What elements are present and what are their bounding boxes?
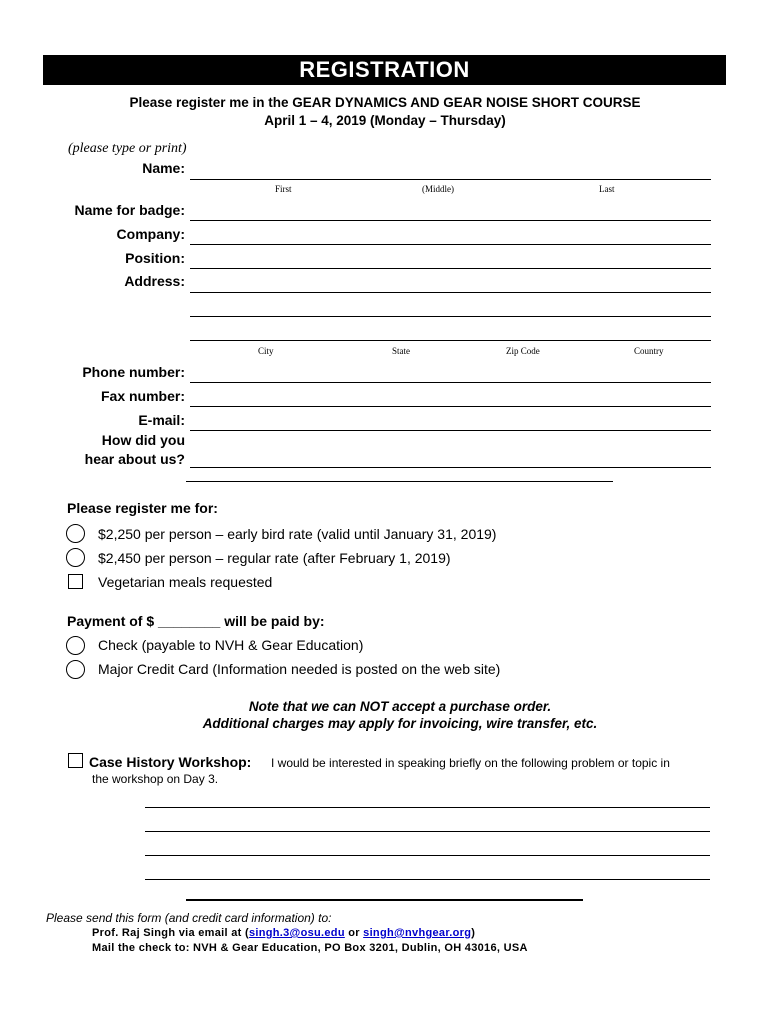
- middle-sublabel: (Middle): [422, 184, 454, 194]
- address-field-1[interactable]: [190, 292, 711, 293]
- hear-field-1[interactable]: [190, 467, 711, 468]
- register-heading: Please register me for:: [67, 500, 218, 516]
- email-link-nvhgear[interactable]: singh@nvhgear.org: [363, 927, 472, 939]
- vegetarian-label: Vegetarian meals requested: [98, 574, 273, 590]
- email-label: E-mail:: [138, 412, 185, 428]
- last-sublabel: Last: [599, 184, 615, 194]
- email-prefix: Prof. Raj Singh via email at (: [92, 927, 249, 939]
- country-sublabel: Country: [634, 346, 664, 356]
- name-field[interactable]: [190, 179, 711, 180]
- workshop-topic-line-5[interactable]: [186, 899, 583, 901]
- payment-heading: Payment of $ ________ will be paid by:: [67, 613, 325, 629]
- hear-label-2: hear about us?: [84, 451, 185, 467]
- hear-label-1: How did you: [101, 432, 185, 448]
- instruction-text: (please type or print): [68, 141, 187, 156]
- city-sublabel: City: [258, 346, 274, 356]
- mail-address: Mail the check to: NVH & Gear Education, PO Box 3201, Dublin, OH 43016, USA: [92, 942, 528, 954]
- workshop-title: Case History Workshop:: [89, 754, 252, 770]
- check-payment-radio[interactable]: [66, 636, 85, 655]
- workshop-topic-line-2[interactable]: [145, 831, 710, 832]
- purchase-order-note: Note that we can NOT accept a purchase order.: [248, 699, 552, 714]
- credit-card-label: Major Credit Card (Information needed is posted on the web site): [98, 661, 501, 677]
- regular-rate-label: $2,450 per person – regular rate (after February 1, 2019): [98, 550, 451, 566]
- position-label: Position:: [125, 250, 185, 266]
- credit-card-radio[interactable]: [66, 660, 85, 679]
- badge-label: Name for badge:: [74, 202, 185, 218]
- workshop-topic-line-4[interactable]: [145, 879, 710, 880]
- phone-label: Phone number:: [82, 364, 185, 380]
- send-instruction: Please send this form (and credit card information) to:: [46, 911, 332, 925]
- page-title: REGISTRATION: [299, 57, 470, 82]
- address-field-2[interactable]: [190, 316, 711, 317]
- email-suffix: ): [471, 927, 476, 939]
- position-field[interactable]: [190, 268, 711, 269]
- hear-field-2[interactable]: [186, 481, 613, 482]
- early-bird-label: $2,250 per person – early bird rate (valid until January 31, 2019): [98, 526, 497, 542]
- regular-rate-radio[interactable]: [66, 548, 85, 567]
- course-title: Please register me in the GEAR DYNAMICS AND GEAR NOISE SHORT COURSE: [129, 95, 641, 110]
- address-field-3[interactable]: [190, 340, 711, 341]
- phone-field[interactable]: [190, 382, 711, 383]
- workshop-checkbox[interactable]: [68, 753, 83, 768]
- company-field[interactable]: [190, 244, 711, 245]
- email-link-osu[interactable]: singh.3@osu.edu: [248, 927, 345, 939]
- fax-label: Fax number:: [100, 388, 185, 404]
- name-label: Name:: [142, 160, 185, 176]
- vegetarian-checkbox[interactable]: [68, 574, 83, 589]
- workshop-topic-line-3[interactable]: [145, 855, 710, 856]
- email-or: or: [344, 927, 364, 939]
- check-payment-label: Check (payable to NVH & Gear Education): [98, 637, 364, 653]
- state-sublabel: State: [392, 346, 410, 356]
- badge-field[interactable]: [190, 220, 711, 221]
- workshop-topic-line-1[interactable]: [145, 807, 710, 808]
- fax-field[interactable]: [190, 406, 711, 407]
- additional-charges-note: Additional charges may apply for invoicing, wire transfer, etc.: [202, 716, 598, 731]
- company-label: Company:: [116, 226, 185, 242]
- title-bar: [43, 55, 726, 85]
- workshop-text-1: I would be interested in speaking briefly on the following problem or topic in: [271, 756, 670, 770]
- course-dates: April 1 – 4, 2019 (Monday – Thursday): [264, 113, 506, 128]
- first-sublabel: First: [275, 184, 292, 194]
- email-field[interactable]: [190, 430, 711, 431]
- address-label: Address:: [124, 273, 185, 289]
- workshop-text-2: the workshop on Day 3.: [92, 772, 219, 786]
- early-bird-radio[interactable]: [66, 524, 85, 543]
- email-contact: [92, 927, 475, 939]
- zip-sublabel: Zip Code: [506, 346, 540, 356]
